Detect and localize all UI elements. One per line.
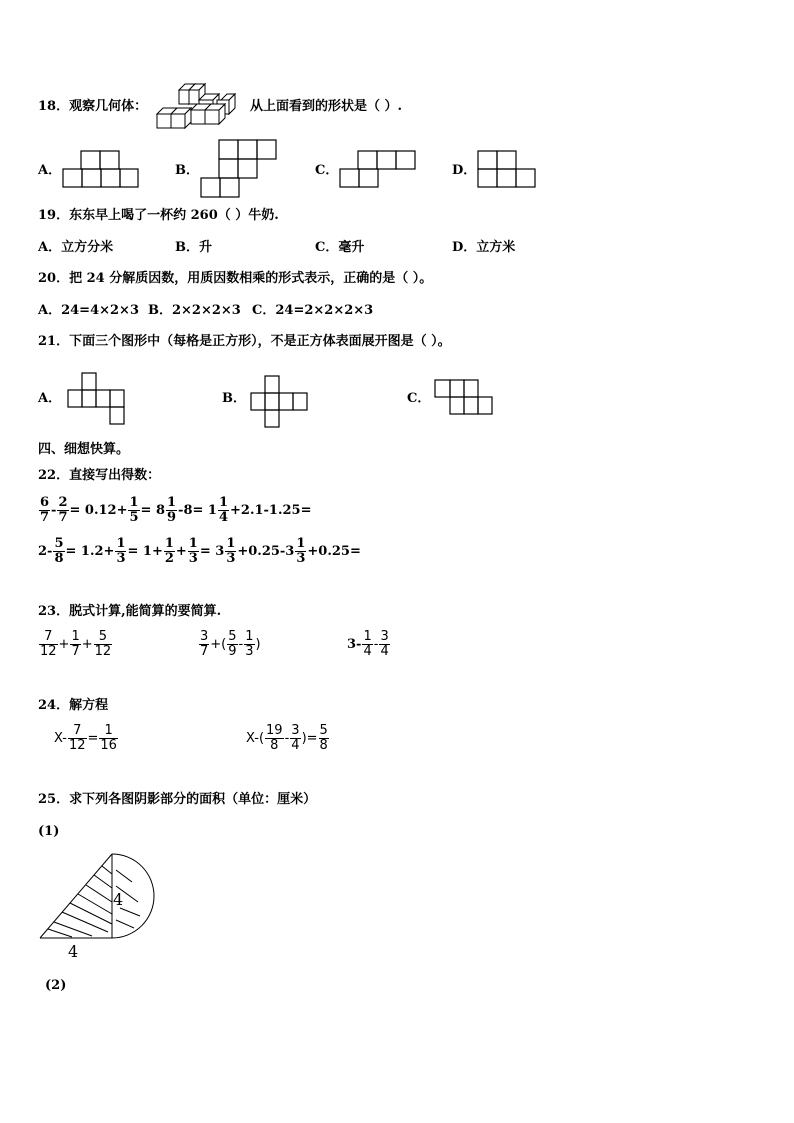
q21-option-a-figure <box>67 372 129 426</box>
fraction: $\frac{3}{4}$ <box>380 629 389 659</box>
q18-option-a-figure <box>62 150 140 190</box>
q18-text-2: 从上面看到的形状是（ ）. <box>250 99 403 114</box>
fraction: $\frac{3}{4}$ <box>291 723 300 753</box>
fraction: $\frac{19}{8}$ <box>266 723 283 753</box>
q24-equation-2: X-( $\frac{19}{8}$ - $\frac{3}{4}$ )= $\frac{5}{8}$ <box>246 723 328 753</box>
q21-option-b-figure <box>250 375 312 429</box>
fraction: $\frac{1}{3}$ <box>116 536 126 566</box>
q18-option-a[interactable]: A． <box>38 163 62 178</box>
q25-text: 25．求下列各图阴影部分的面积（单位：厘米） <box>38 792 317 807</box>
fraction: $\frac{5}{12}$ <box>94 629 112 659</box>
q23-expr-2: $\frac{3}{7}$ +( $\frac{5}{9}$ - $\frac{1}{3}$ ) <box>200 629 261 659</box>
q25-base-length-label: 4 <box>68 942 79 961</box>
q23-expr-1: $\frac{7}{12}$ + $\frac{1}{7}$ + $\frac{5}{12}$ <box>40 629 112 659</box>
fraction: $\frac{1}{16}$ <box>100 723 117 753</box>
q21-option-a[interactable]: A． <box>38 391 62 406</box>
q24-equation-1: X- $\frac{7}{12}$ = $\frac{1}{16}$ <box>54 723 117 753</box>
fraction: $\frac{1}{3}$ <box>226 536 236 566</box>
q24-text: 24．解方程 <box>38 698 109 713</box>
q19-option-d[interactable]: D．立方米 <box>452 240 516 255</box>
fraction: $\frac{1}{7}$ <box>71 629 80 659</box>
fraction: $\frac{3}{7}$ <box>200 629 209 659</box>
q20-option-c[interactable]: C．24=2×2×2×3 <box>252 303 374 318</box>
q20-text: 20．把 24 分解质因数，用质因数相乘的形式表示，正确的是（ ）。 <box>38 271 433 286</box>
fraction: $\frac{1}{5}$ <box>129 495 139 525</box>
q20-option-a[interactable]: A．24=4×2×3 <box>38 303 139 318</box>
q18-option-d[interactable]: D． <box>452 163 477 178</box>
q19-text: 19．东东早上喝了一杯约 260（ ）牛奶. <box>38 208 279 223</box>
fraction: $\frac{1}{3}$ <box>296 536 306 566</box>
q22-text: 22．直接写出得数： <box>38 468 161 483</box>
fraction: $\frac{5}{9}$ <box>228 629 237 659</box>
q23-text: 23．脱式计算,能简算的要简算. <box>38 604 222 619</box>
q18-text: 18．观察几何体： <box>38 99 148 114</box>
q18-solid-figure <box>155 78 239 132</box>
q25-part-2-label: (2) <box>45 978 67 993</box>
q19-option-a[interactable]: A．立方分米 <box>38 240 114 255</box>
fraction: $\frac{2}{7}$ <box>58 495 68 525</box>
q25-part-1-label: (1) <box>38 824 60 839</box>
fraction: $\frac{1}{3}$ <box>188 536 198 566</box>
q21-option-b[interactable]: B． <box>222 391 246 406</box>
q21-text: 21．下面三个图形中（每格是正方形），不是正方体表面展开图是（ ）。 <box>38 334 451 349</box>
fraction: $\frac{1}{4}$ <box>218 495 228 525</box>
fraction: $\frac{7}{12}$ <box>68 723 86 753</box>
fraction: $\frac{1}{3}$ <box>245 629 254 659</box>
fraction: $\frac{1}{2}$ <box>164 536 174 566</box>
q22-row-2: 2- $\frac{5}{8}$ = 1.2+ $\frac{1}{3}$ = 1+ $\frac{1}{2}$ + $\frac{1}{3}$ = 3 $\frac{1}{3}$ +0.25-3 $\frac{1}{3}$ +0.25= <box>38 536 361 566</box>
section-heading: 四、细想快算。 <box>38 442 130 457</box>
q18-option-b[interactable]: B． <box>175 163 199 178</box>
fraction: $\frac{7}{12}$ <box>40 629 57 659</box>
fraction: $\frac{5}{8}$ <box>319 723 328 753</box>
q19-option-b[interactable]: B．升 <box>175 240 212 255</box>
q21-option-c[interactable]: C． <box>407 391 431 406</box>
fraction: $\frac{1}{9}$ <box>167 495 177 525</box>
q18-option-b-figure <box>200 139 278 199</box>
q18-option-c-figure <box>339 150 417 190</box>
fraction: $\frac{1}{4}$ <box>363 629 372 659</box>
q25-shaded-figure <box>36 850 160 946</box>
fraction: $\frac{6}{7}$ <box>40 495 50 525</box>
q23-expr-3: 3- $\frac{1}{4}$ - $\frac{3}{4}$ <box>347 629 389 659</box>
q18-option-d-figure <box>477 150 537 190</box>
q21-option-c-figure <box>434 379 496 419</box>
fraction: $\frac{5}{8}$ <box>54 536 64 566</box>
q25-side-length-label: 4 <box>113 890 124 909</box>
q20-option-b[interactable]: B．2×2×2×3 <box>148 303 241 318</box>
q18-option-c[interactable]: C． <box>315 163 339 178</box>
q19-option-c[interactable]: C．毫升 <box>315 240 365 255</box>
q22-row-1: $\frac{6}{7}$ - $\frac{2}{7}$ = 0.12+ $\frac{1}{5}$ = 8 $\frac{1}{9}$ -8= 1 $\frac{1}{4}$ +2.1-1.25= <box>40 495 312 525</box>
